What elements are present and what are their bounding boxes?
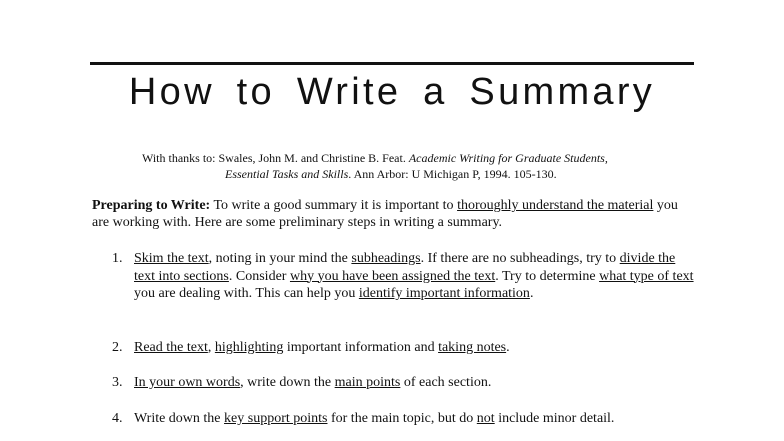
step-underline: highlighting bbox=[214, 340, 284, 355]
credits-line-1 bbox=[142, 150, 608, 166]
credits-line-2 bbox=[142, 166, 608, 182]
step-number: 2. bbox=[112, 340, 123, 355]
intro-text-1: To write a good summary it is important to bbox=[210, 198, 458, 213]
step-plain: . Consider bbox=[228, 268, 290, 284]
intro-text-2: you are working with. Here are some preliminary steps in writing a summary. bbox=[92, 198, 678, 230]
step-underline: main points bbox=[334, 375, 401, 390]
step-plain: of each section. bbox=[400, 375, 492, 390]
step-plain: . Try to determine bbox=[495, 268, 600, 284]
step-plain: include minor detail. bbox=[494, 411, 615, 426]
step-underline: Read the text bbox=[134, 340, 208, 355]
step-text bbox=[134, 250, 694, 303]
step-plain: . If there are no subheadings, try to bbox=[420, 251, 620, 266]
step-underline: In your own words bbox=[134, 375, 241, 390]
step-plain: for the main topic, but do bbox=[327, 411, 477, 426]
step-plain: , write down the bbox=[240, 375, 335, 390]
step-underline: taking notes bbox=[438, 340, 507, 355]
step-plain: important information and bbox=[283, 340, 439, 355]
step-underline: what type of text bbox=[599, 268, 694, 284]
step-plain: . bbox=[529, 286, 534, 301]
step-plain: , noting in your mind the bbox=[208, 251, 352, 266]
credits-suffix: . Ann Arbor: U Michigan P, 1994. 105-130. bbox=[348, 167, 557, 181]
step-text bbox=[134, 339, 694, 357]
credits-prefix: With thanks to: Swales, John M. and Christine B. Feat. bbox=[142, 151, 409, 165]
step-underline: not bbox=[476, 411, 495, 426]
step-underline: identify important information bbox=[358, 286, 530, 301]
page-title: How to Write a Summary bbox=[128, 71, 656, 113]
step-underline: Skim the text bbox=[134, 251, 209, 266]
book-title-line-1: Academic Writing for Graduate Students, bbox=[408, 151, 608, 165]
step-underline: divide the text into sections bbox=[134, 251, 676, 284]
credits bbox=[142, 150, 608, 182]
step-plain: , bbox=[207, 340, 215, 355]
step-number: 4. bbox=[112, 411, 123, 426]
step-underline: subheadings bbox=[351, 251, 421, 266]
intro-paragraph bbox=[92, 197, 692, 231]
step-plain: you are dealing with. This can help you bbox=[134, 286, 359, 301]
book-title-line-2: Essential Tasks and Skills bbox=[225, 167, 349, 181]
step-plain: Write down the bbox=[134, 411, 225, 426]
intro-label: Preparing to Write: bbox=[92, 198, 211, 213]
step-number: 1. bbox=[112, 251, 123, 266]
step-underline: why you have been assigned the text bbox=[289, 268, 496, 284]
step-plain: . bbox=[506, 340, 510, 355]
step-number: 3. bbox=[112, 375, 123, 390]
step-underline: key support points bbox=[224, 411, 328, 426]
intro-underline-1: thoroughly understand the material bbox=[457, 198, 654, 213]
step-text bbox=[134, 410, 694, 428]
step-text bbox=[134, 374, 694, 392]
title-rule bbox=[90, 62, 694, 65]
